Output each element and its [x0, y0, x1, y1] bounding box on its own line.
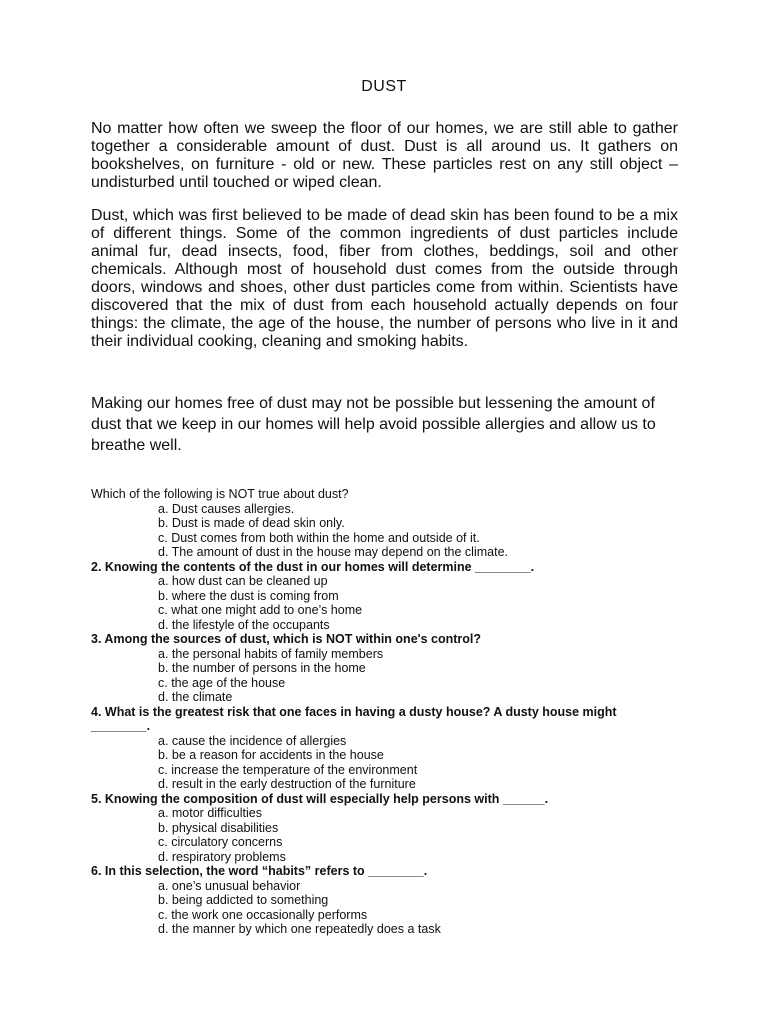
question-text: Which of the following is NOT true about dust? — [91, 487, 349, 501]
option-c: c. Dust comes from both within the home and outside of it. — [158, 530, 480, 545]
option-c: c. the age of the house — [158, 675, 286, 690]
question-2 — [91, 560, 691, 633]
question-1 — [91, 487, 691, 560]
option-b: b. physical disabilities — [158, 820, 279, 835]
option-d: d. the lifestyle of the occupants — [158, 617, 330, 632]
page-title: DUST — [361, 78, 407, 95]
option-a: a. cause the incidence of allergies — [158, 733, 347, 748]
question-3 — [91, 632, 691, 705]
question-text: 2. Knowing the contents of the dust in our homes will determine ________. — [91, 559, 535, 574]
option-a: a. how dust can be cleaned up — [158, 574, 328, 588]
option-b: b. be a reason for accidents in the house — [158, 748, 384, 762]
option-d: d. respiratory problems — [158, 849, 286, 864]
option-c: c. what one might add to one’s home — [158, 603, 363, 617]
option-c: c. increase the temperature of the environment — [158, 762, 418, 777]
option-c: c. circulatory concerns — [158, 835, 283, 849]
option-c: c. the work one occasionally performs — [158, 907, 368, 922]
question-6 — [91, 864, 691, 937]
option-a: a. motor difficulties — [158, 806, 262, 820]
paragraph-1: No matter how often we sweep the floor of our homes, we are still able to gather together a considerable amount of dust. Dust is all around us. It gathers on bookshelves, on furniture - old or new. These particles rest on any still object – undisturbed until touched or wiped clean. — [91, 120, 678, 191]
option-b: b. being addicted to something — [158, 893, 329, 907]
option-a: a. one’s unusual behavior — [158, 878, 301, 893]
option-d: d. The amount of dust in the house may depend on the climate. — [158, 545, 508, 559]
question-text: 5. Knowing the composition of dust will especially help persons with ______. — [91, 791, 549, 806]
option-b: b. Dust is made of dead skin only. — [158, 516, 345, 530]
option-a: a. the personal habits of family members — [158, 646, 384, 661]
question-text: 6. In this selection, the word “habits” refers to ________. — [91, 864, 428, 878]
option-b: b. where the dust is coming from — [158, 588, 339, 603]
paragraph-2: Dust, which was first believed to be made of dead skin has been found to be a mix of different things. Some of the common ingredients of dust particles include animal fur, dead insects, food, fiber from clothes, beddings, soil and other chemicals. Although most of household dust comes from the outside through doors, windows and shoes, other dust particles come from within. Scientists have discovered that the mix of dust from each household actually depends on four things: the climate, the age of the house, the number of persons who live in it and their individual cooking, cleaning and smoking habits. — [91, 207, 678, 350]
question-text: 3. Among the sources of dust, which is NOT within one's control? — [91, 632, 482, 646]
option-a: a. Dust causes allergies. — [158, 501, 295, 516]
quiz-section — [91, 487, 691, 937]
question-text: 4. What is the greatest risk that one faces in having a dusty house? A dusty house might ________. — [91, 704, 617, 733]
question-4 — [91, 705, 691, 792]
option-d: d. the manner by which one repeatedly does a task — [158, 922, 441, 936]
paragraph-3: Making our homes free of dust may not be possible but lessening the amount of dust that we keep in our homes will help avoid possible allergies and allow us to breathe well. — [91, 395, 656, 454]
option-d: d. result in the early destruction of the furniture — [158, 777, 416, 791]
question-5 — [91, 792, 691, 865]
option-b: b. the number of persons in the home — [158, 661, 366, 675]
option-d: d. the climate — [158, 690, 233, 704]
